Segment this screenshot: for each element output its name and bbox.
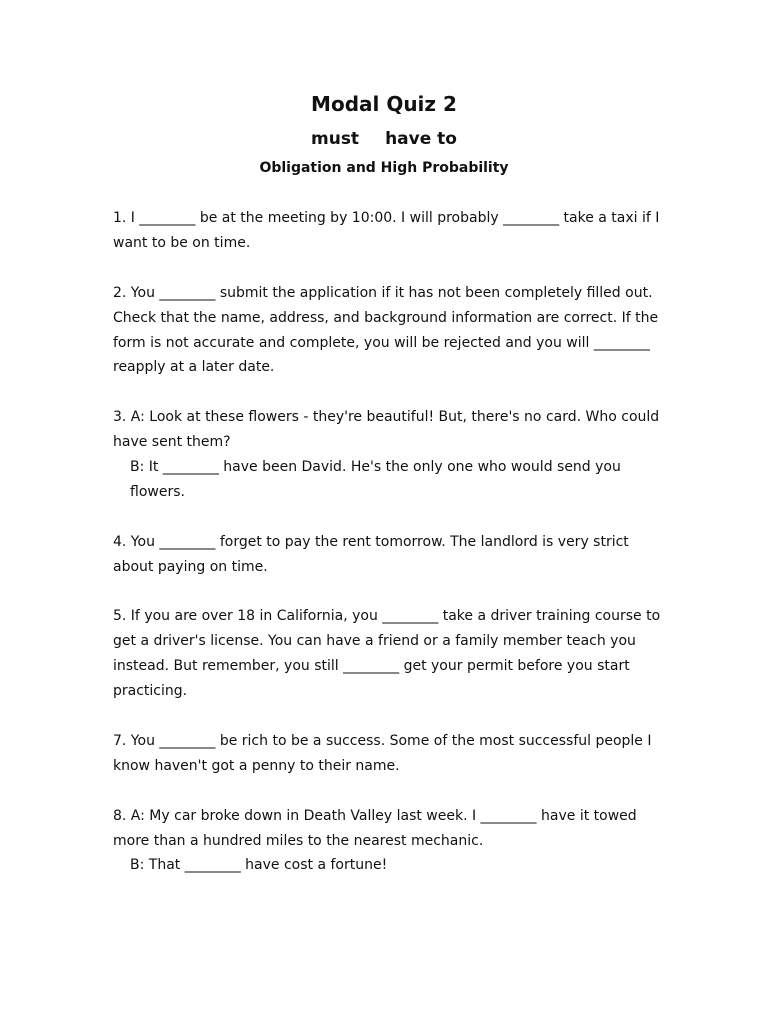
question-8-text-b: B: That ________ have cost a fortune! [130,857,388,874]
question-4-text: 4. You ________ forget to pay the rent tomorrow. The landlord is very strict about paying on time. [113,533,629,575]
question-5-text: 5. If you are over 18 in California, you ________ take a driver training course to get a driver's license. You can have a friend or a family member teach you instead. But remember, you still ________ get your permit before you start practicing. [113,608,661,700]
question-8-text-a: 8. A: My car broke down in Death Valley last week. I ________ have it towed more than a hundred miles to the nearest mechanic. [113,807,637,849]
question-4 [113,530,673,580]
question-2 [113,281,673,381]
question-5 [113,604,673,704]
page-subtitle [0,128,768,150]
question-8 [113,804,673,879]
subtitle-have-to: have to [385,129,457,149]
question-list [113,206,673,903]
page-title: Modal Quiz 2 [311,92,457,116]
subtitle-must: must [311,129,360,149]
question-7-text: 7. You ________ be rich to be a success. Some of the most successful people I know haven't got a penny to their name. [113,732,652,774]
page-caption: Obligation and High Probability [259,160,509,176]
question-1 [113,206,673,256]
question-3-text-b: B: It ________ have been David. He's the only one who would send you flowers. [130,459,621,500]
question-3-text-a: 3. A: Look at these flowers - they're beautiful! But, there's no card. Who could have sent them? [113,409,660,451]
question-2-text: 2. You ________ submit the application if it has not been completely filled out. Check that the name, address, and background information are correct. If the form is not accurate and complete, you will be rejected and you will ________ reapply at a later date. [113,284,659,376]
question-3 [113,405,673,505]
question-7 [113,729,673,779]
question-1-text: 1. I ________ be at the meeting by 10:00. I will probably ________ take a taxi if I want to be on time. [113,210,660,251]
